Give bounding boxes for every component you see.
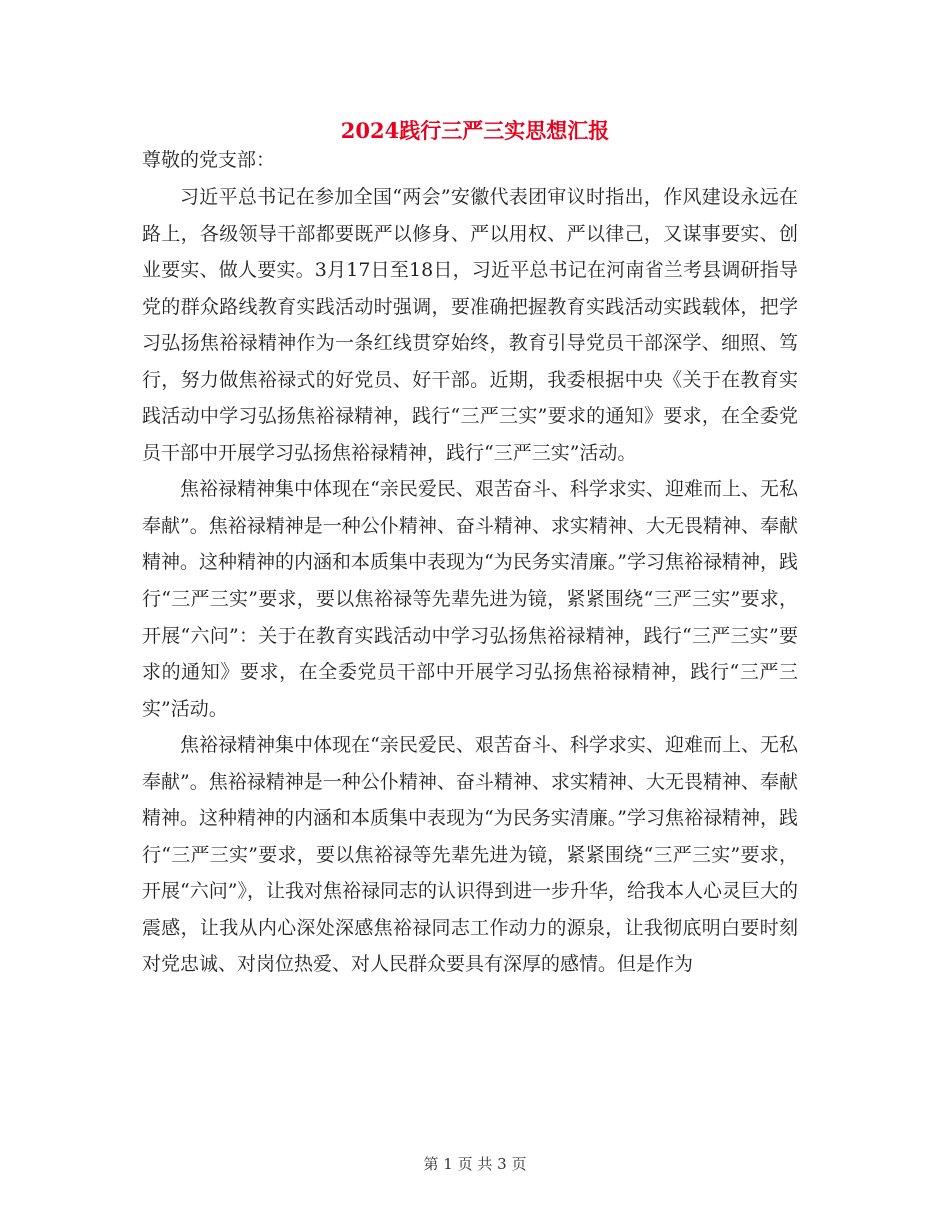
salutation: 尊敬的党支部： (142, 149, 276, 171)
paragraph: 焦裕禄精神集中体现在“亲民爱民、艰苦奋斗、科学求实、迎难而上、无私奉献”。焦裕禄精神是一种公仆精神、奋斗精神、求实精神、大无畏精神、奉献精神。这种精神的内涵和本质集中表现为“为民务实清廉。”学习焦裕禄精神，践行“三严三实”要求，要以焦裕禄等先辈先进为镜，紧紧围绕“三严三实”要求，开展“六问”》，让我对焦裕禄同志的认识得到进一步升华，给我本人心灵巨大的震感，让我从内心深处深感焦裕禄同志工作动力的源泉，让我彻底明白要时刻对党忠诚、对岗位热爱、对人民群众要具有深厚的感情。但是作为 (142, 734, 798, 976)
paragraph: 焦裕禄精神集中体现在“亲民爱民、艰苦奋斗、科学求实、迎难而上、无私奉献”。焦裕禄精神是一种公仆精神、奋斗精神、求实精神、大无畏精神、奉献精神。这种精神的内涵和本质集中表现为“为民务实清廉。”学习焦裕禄精神，践行“三严三实”要求，要以焦裕禄等先辈先进为镜，紧紧围绕“三严三实”要求，开展“六问”：关于在教育实践活动中学习弘扬焦裕禄精神，践行“三严三实”要求的通知》要求，在全委党员干部中开展学习弘扬焦裕禄精神，践行“三严三实”活动。 (142, 478, 798, 720)
document-body (142, 179, 798, 983)
document-title: 2024践行三严三实思想汇报 (340, 118, 610, 143)
page-number-footer: 第 1 页 共 3 页 (423, 1155, 527, 1173)
paragraph: 习近平总书记在参加全国“两会”安徽代表团审议时指出，作风建设永远在路上，各级领导干部都要既严以修身、严以用权、严以律己，又谋事要实、创业要实、做人要实。3月17日至18日，习近平总书记在河南省兰考县调研指导党的群众路线教育实践活动时强调，要准确把握教育实践活动实践载体，把学习弘扬焦裕禄精神作为一条红线贯穿始终，教育引导党员干部深学、细照、笃行，努力做焦裕禄式的好党员、好干部。近期，我委根据中央《关于在教育实践活动中学习弘扬焦裕禄精神，践行“三严三实”要求的通知》要求，在全委党员干部中开展学习弘扬焦裕禄精神，践行“三严三实”活动。 (142, 186, 798, 464)
